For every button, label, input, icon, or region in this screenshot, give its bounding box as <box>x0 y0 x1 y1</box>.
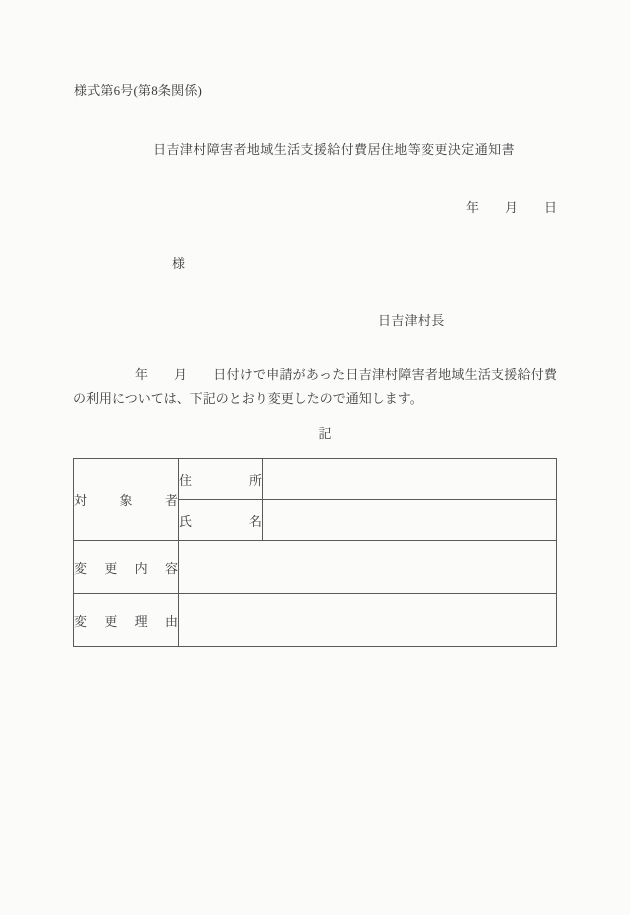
application-date-year-label: 年 <box>135 367 149 382</box>
form-number: 様式第6号(第8条関係) <box>74 83 203 98</box>
change-content-label-cell <box>74 541 179 594</box>
change-content-label-char-0: 変 <box>74 560 88 576</box>
issue-date-line <box>466 197 557 216</box>
ki-marker: 記 <box>318 426 332 441</box>
change-reason-label-char-0: 変 <box>74 613 88 629</box>
address-label <box>179 470 262 489</box>
change-reason-label <box>74 611 178 630</box>
name-label <box>179 511 262 530</box>
document-title: 日吉津村障害者地域生活支援給付費居住地等変更決定通知書 <box>153 142 515 157</box>
change-reason-label-char-3: 由 <box>164 613 178 629</box>
change-content-label-char-2: 内 <box>134 560 148 576</box>
address-label-char-1: 所 <box>248 472 262 488</box>
change-reason-label-char-1: 更 <box>104 613 118 629</box>
body-line-2-text: については、下記のとおり変更したので通知します。 <box>112 391 423 406</box>
table-row-subject-address <box>74 459 557 500</box>
subject-label <box>74 490 178 509</box>
subject-label-char-0: 対 <box>74 493 88 508</box>
table-row-change-reason <box>74 594 557 647</box>
application-date-month-label: 月 <box>174 367 188 382</box>
issue-date-day-label: 日 <box>543 200 557 215</box>
name-label-cell <box>179 500 263 541</box>
change-content-value-cell[interactable] <box>179 541 557 594</box>
address-value-cell[interactable] <box>263 459 557 500</box>
subject-label-char-1: 象 <box>119 493 133 508</box>
issue-date-year-label: 年 <box>465 200 479 215</box>
name-label-char-0: 氏 <box>179 513 193 529</box>
change-reason-label-cell <box>74 594 179 647</box>
change-reason-value-cell[interactable] <box>179 594 557 647</box>
change-content-label-char-1: 更 <box>104 560 118 576</box>
body-paragraph <box>73 363 557 411</box>
table-row-change-content <box>74 541 557 594</box>
addressee-honorific: 様 <box>172 256 186 271</box>
body-line-1-text: 日付けで申請があった日吉津村障害者地域生活支援給付費の利用 <box>73 367 557 406</box>
subject-label-char-2: 者 <box>164 493 178 508</box>
change-reason-label-char-2: 理 <box>134 613 148 629</box>
issuer-name: 日吉津村長 <box>378 313 445 328</box>
issue-date-month-label: 月 <box>504 200 518 215</box>
name-label-char-1: 名 <box>248 513 262 529</box>
subject-label-cell <box>74 459 179 541</box>
change-content-label <box>74 558 178 577</box>
name-value-cell[interactable] <box>263 500 557 541</box>
address-label-char-0: 住 <box>179 472 193 488</box>
change-content-label-char-3: 容 <box>164 560 178 576</box>
change-notification-table <box>73 458 557 647</box>
address-label-cell <box>179 459 263 500</box>
